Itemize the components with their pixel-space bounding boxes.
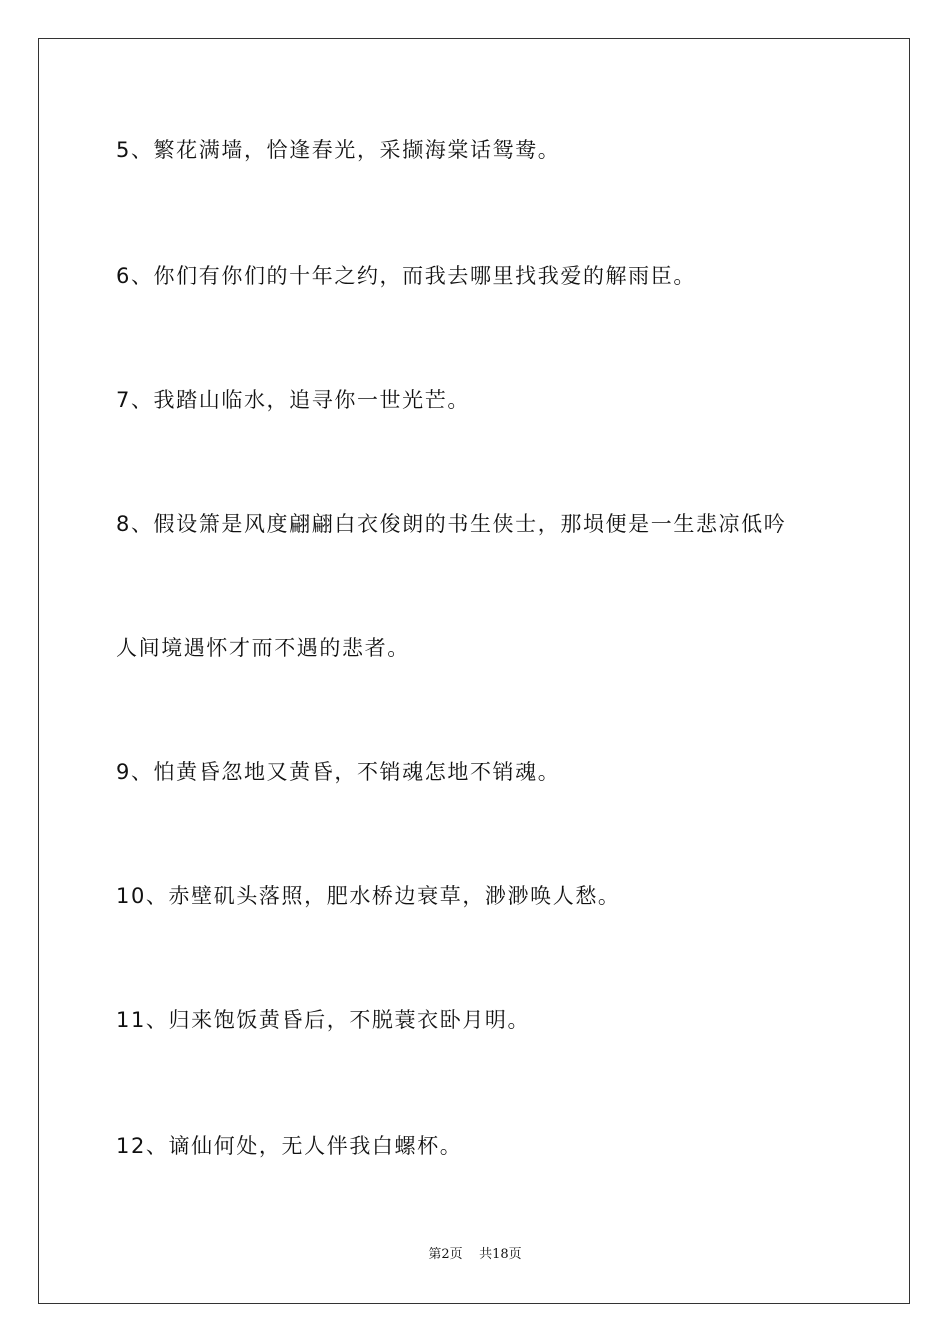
- text-line-12: 12、谪仙何处，无人伴我白螺杯。: [116, 1134, 463, 1158]
- page-border: [38, 38, 910, 1304]
- text-line-8-continued: 人间境遇怀才而不遇的悲者。: [116, 636, 410, 660]
- page-number: 第2页: [428, 1247, 463, 1262]
- text-line-5: 5、繁花满墙，恰逢春光，采撷海棠话鸳鸯。: [116, 138, 561, 162]
- text-line-6: 6、你们有你们的十年之约，而我去哪里找我爱的解雨臣。: [116, 264, 696, 288]
- text-line-7: 7、我踏山临水，追寻你一世光芒。: [116, 388, 470, 412]
- text-line-10: 10、赤壁矶头落照，肥水桥边衰草，渺渺唤人愁。: [116, 884, 621, 908]
- text-line-9: 9、怕黄昏忽地又黄昏，不销魂怎地不销魂。: [116, 760, 561, 784]
- text-line-8: 8、假设箫是风度翩翩白衣俊朗的书生侠士，那埙便是一生悲凉低吟: [116, 512, 787, 536]
- page-footer: [0, 1246, 950, 1264]
- text-line-11: 11、归来饱饭黄昏后，不脱蓑衣卧月明。: [116, 1008, 531, 1032]
- page-total: 共18页: [479, 1247, 522, 1262]
